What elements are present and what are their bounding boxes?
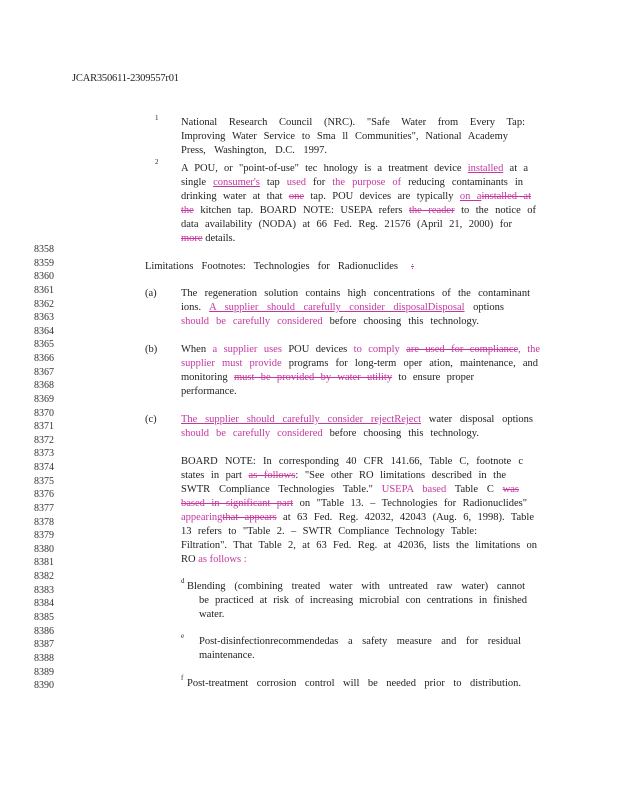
deleted-text: that appears [222, 512, 277, 523]
sub-item-line: be practiced at risk of increasing microbial con centrations in finished [199, 595, 527, 606]
line-number: 8380 [34, 543, 54, 555]
footnote-2-line: data availability (NODA) at 66 Fed. Reg. 21576 (April 21, 2000) for [181, 219, 512, 230]
inserted-text: USEPA based [381, 484, 447, 495]
line-number: 8383 [34, 584, 54, 596]
line-number: 8388 [34, 652, 54, 664]
item-a-line: The regeneration solution contains high concentrations of the contaminant [181, 288, 530, 299]
line-number: 8360 [34, 271, 54, 283]
footnote-mark: d [181, 577, 185, 585]
line-number: 8368 [34, 380, 54, 392]
line-number: 8361 [34, 284, 54, 296]
item-label: (b) [145, 344, 158, 355]
item-label: (a) [145, 288, 157, 299]
board-note-line: BOARD NOTE: In corresponding 40 CFR 141.66, Table C, footnote c [181, 456, 523, 467]
line-number: 8362 [34, 298, 54, 310]
deleted-text: as follows [248, 470, 296, 481]
footnote-2-line: the kitchen tap. BOARD NOTE: USEPA refers the reader to the notice of [181, 205, 536, 216]
line-number: 8359 [34, 257, 54, 269]
footnote-2-line: A POU, or "point-of-use" tec hnology is a treatment device installed at a [181, 163, 528, 174]
sub-item-line: maintenance. [199, 650, 255, 661]
deleted-text: based in significant part [181, 498, 294, 509]
line-number: 8371 [34, 421, 54, 433]
line-number: 8377 [34, 502, 54, 514]
footnote-mark: 2 [155, 158, 159, 166]
footnote-mark: 1 [155, 114, 159, 122]
board-note-line: Filtration". That Table 2, at 63 Fed. Reg. at 42036, lists the limitations on [181, 540, 537, 551]
item-b-line: When a supplier uses POU devices to comply are used for compliance, the [181, 344, 541, 355]
sub-item-line: Post-disinfectionrecommendedas a safety measure and for residual [199, 636, 521, 647]
inserted-text: on a [459, 191, 482, 202]
document-id: JCAR350611-2309557r01 [72, 73, 179, 84]
deleted-text: the [181, 205, 194, 216]
inserted-text: should be carefully considered [181, 316, 323, 327]
deleted-text: are used for compliance [406, 344, 519, 355]
line-number: 8367 [34, 366, 54, 378]
line-number: 8384 [34, 598, 54, 610]
line-number: 8369 [34, 393, 54, 405]
line-number: 8373 [34, 448, 54, 460]
item-label: (c) [145, 414, 157, 425]
deleted-text: installed at [481, 191, 531, 202]
line-number: 8379 [34, 530, 54, 542]
inserted-text: , the [518, 344, 541, 355]
item-c-line: The supplier should carefully consider rejectReject water disposal options [181, 414, 534, 425]
footnote-mark: e [181, 632, 185, 640]
inserted-text: used [286, 177, 306, 188]
board-note-line: RO as follows : [181, 554, 247, 565]
inserted-text: a supplier uses [212, 344, 282, 355]
line-number: 8372 [34, 434, 54, 446]
line-number: 8365 [34, 339, 54, 351]
deleted-text: more [181, 233, 203, 244]
line-number: 8376 [34, 489, 54, 501]
line-number: 8382 [34, 571, 54, 583]
footnote-2-line: single consumer's tap used for the purpose of reducing contaminants in [181, 177, 523, 188]
line-number: 8363 [34, 312, 54, 324]
item-c-line: should be carefully considered before choosing this technology. [181, 428, 479, 439]
board-note-line: appearingthat appears at 63 Fed. Reg. 42032, 42043 (Aug. 6, 1998). Table [181, 512, 534, 523]
line-number: 8387 [34, 639, 54, 651]
inserted-text: The supplier should carefully consider rejectReject [181, 414, 422, 425]
footnote-2-line: drinking water at that one tap. POU devices are typically on ainstalled at [181, 191, 531, 202]
inserted-text: appearing [181, 512, 223, 523]
line-number: 8375 [34, 475, 54, 487]
deleted-text: must be provided by water utility [233, 372, 393, 383]
inserted-text: consumer's [213, 177, 260, 188]
sub-item-line: Blending (combining treated water with untreated raw water) cannot [187, 581, 525, 592]
line-number: 8390 [34, 680, 54, 692]
sub-item-line: water. [199, 609, 225, 620]
board-note-line: states in part as follows: "See other RO limitations described in the [181, 470, 507, 481]
line-number: 8366 [34, 353, 54, 365]
line-number: 8386 [34, 625, 54, 637]
deleted-text: one [288, 191, 304, 202]
inserted-text: installed [467, 163, 504, 174]
deleted-text: : [411, 261, 414, 272]
deleted-text: the reader [409, 205, 455, 216]
board-note-line: SWTR Compliance Technologies Table." USEPA based Table C was [181, 484, 520, 495]
board-note-line: 13 refers to "Table 2. – SWTR Compliance Technology Table: [181, 526, 477, 537]
footnote-mark: f [181, 674, 184, 682]
item-a-line: should be carefully considered before choosing this technology. [181, 316, 479, 327]
footnote-1-line: Press, Washington, D.C. 1997. [181, 145, 327, 156]
sub-item-line: Post-treatment corrosion control will be needed prior to distribution. [187, 678, 521, 689]
line-number: 8385 [34, 612, 54, 623]
inserted-text: as follows [198, 554, 242, 565]
item-b-line: supplier must provide programs for long-term oper ation, maintenance, and [181, 358, 539, 369]
line-number: 8389 [34, 666, 54, 678]
section-heading: Limitations Footnotes: Technologies for Radionuclides [145, 261, 398, 272]
line-number: 8374 [34, 462, 54, 474]
item-b-line: monitoring must be provided by water utility to ensure proper [181, 372, 474, 383]
footnote-2-line: more details. [181, 233, 236, 244]
footnote-1-line: Improving Water Service to Sma ll Communities", National Academy [181, 131, 508, 142]
line-number: 8358 [34, 244, 54, 255]
inserted-text: supplier must provide [181, 358, 282, 369]
inserted-text: the purpose of [332, 177, 402, 188]
line-number: 8381 [34, 557, 54, 569]
line-number: 8378 [34, 516, 54, 528]
deleted-text: was [502, 484, 520, 495]
board-note-line: based in significant part on "Table 13. – Technologies for Radionuclides" [181, 498, 527, 509]
item-b-line: performance. [181, 386, 237, 397]
inserted-text: to comply [353, 344, 400, 355]
footnote-1-line: National Research Council (NRC). "Safe Water from Every Tap: [181, 117, 525, 128]
inserted-text: should be carefully considered [181, 428, 323, 439]
line-number: 8364 [34, 325, 54, 337]
line-number: 8370 [34, 407, 54, 419]
inserted-text: A supplier should carefully consider disposalDisposal [209, 302, 465, 313]
item-a-line: ions. A supplier should carefully consider disposalDisposal options [181, 302, 505, 313]
